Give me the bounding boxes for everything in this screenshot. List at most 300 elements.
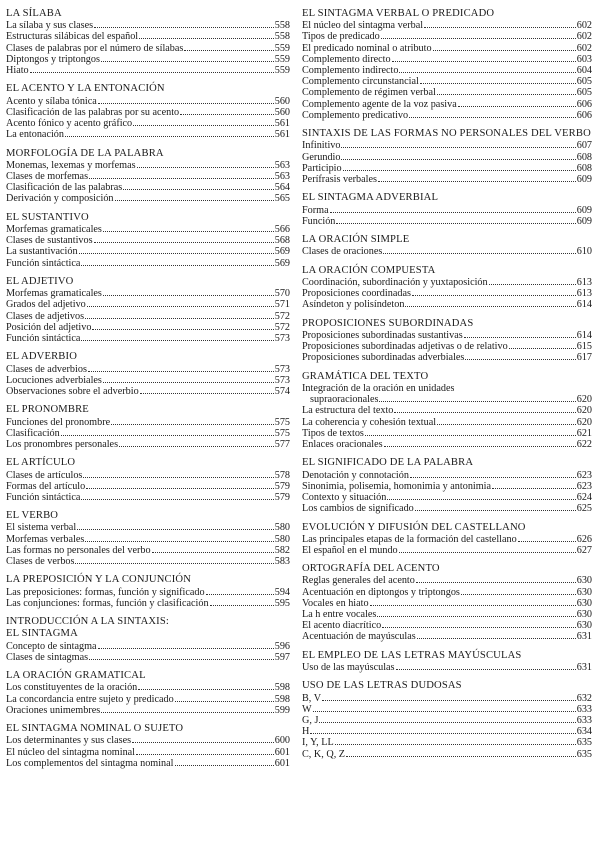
dot-leader: [88, 371, 274, 372]
index-entry[interactable]: [6, 587, 290, 598]
index-entry[interactable]: [6, 54, 290, 65]
entry-page-number: 598: [274, 682, 290, 694]
index-section-el-adverbio: [6, 351, 290, 397]
entry-page-number: 608: [576, 151, 592, 163]
index-entry[interactable]: [302, 405, 592, 416]
dot-leader: [399, 72, 575, 73]
dot-leader: [412, 295, 576, 296]
entry-title: Función sintáctica: [6, 491, 81, 503]
dot-leader: [341, 159, 575, 160]
dot-leader: [94, 242, 274, 243]
index-entry[interactable]: [302, 174, 592, 185]
entry-page-number: 580: [274, 522, 290, 534]
entry-title: Tipos de textos: [302, 427, 364, 439]
entry-page-number: 606: [576, 98, 592, 110]
index-entry[interactable]: [302, 587, 592, 598]
index-entry[interactable]: [302, 299, 592, 310]
entry-page-number: 602: [576, 42, 592, 54]
entry-title: Forma: [302, 204, 329, 216]
index-entry[interactable]: [302, 383, 592, 394]
entry-page-number: 633: [576, 703, 592, 715]
index-section-la-silaba: [6, 8, 290, 76]
entry-page-number: 560: [274, 95, 290, 107]
index-entry[interactable]: [6, 470, 290, 481]
entry-page-number: 594: [274, 586, 290, 598]
index-entry[interactable]: [302, 470, 592, 481]
index-entry[interactable]: [6, 299, 290, 310]
entry-page-number: 623: [576, 469, 592, 481]
entry-page-number: 574: [274, 385, 290, 397]
index-entry[interactable]: [302, 481, 592, 492]
entry-title: Morfemas gramaticales: [6, 223, 102, 235]
index-entry[interactable]: [302, 110, 592, 121]
entry-title: Función: [302, 215, 336, 227]
dot-leader: [137, 167, 274, 168]
index-entry[interactable]: [302, 87, 592, 98]
index-entry[interactable]: [302, 288, 592, 299]
index-entry[interactable]: [6, 118, 290, 129]
index-entry[interactable]: [302, 428, 592, 439]
entry-title: Uso de las mayúsculas: [302, 662, 395, 674]
index-entry[interactable]: [302, 417, 592, 428]
dot-leader: [86, 488, 274, 489]
entry-title: Contexto y situación: [302, 491, 387, 503]
entry-page-number: 626: [576, 533, 592, 545]
entry-title: Vocales en hiato: [302, 597, 369, 609]
index-entry[interactable]: [302, 704, 592, 715]
entry-title: Grados del adjetivo: [6, 299, 86, 311]
dot-leader: [509, 348, 576, 349]
entry-page-number: 601: [274, 757, 290, 769]
entry-title: Infinitivo: [302, 140, 341, 152]
index-entry[interactable]: [6, 311, 290, 322]
index-entry[interactable]: [302, 152, 592, 163]
section-heading: LA ORACIÓN GRAMATICAL: [6, 670, 146, 682]
index-entry[interactable]: [302, 726, 592, 737]
entry-page-number: 615: [576, 341, 592, 353]
dot-leader: [465, 359, 575, 360]
index-entry[interactable]: [6, 598, 290, 609]
entry-title: Función sintáctica: [6, 257, 81, 269]
dot-leader: [175, 765, 274, 766]
dot-leader: [89, 659, 274, 660]
dot-leader: [210, 605, 274, 606]
dot-leader: [387, 499, 575, 500]
entry-page-number: 563: [274, 159, 290, 171]
entry-page-number: 579: [274, 491, 290, 503]
index-section-el-articulo: [6, 457, 290, 503]
section-heading: EL EMPLEO DE LAS LETRAS MAYÚSCULAS: [302, 649, 522, 661]
index-entry[interactable]: [6, 43, 290, 54]
dot-leader: [433, 50, 576, 51]
index-entry[interactable]: [302, 662, 592, 673]
index-entry[interactable]: [302, 205, 592, 216]
index-section-gramatica-del-texto: [302, 371, 592, 450]
dot-leader: [341, 147, 575, 148]
dot-leader: [343, 170, 576, 171]
entry-page-number: 565: [274, 193, 290, 205]
entry-title: El núcleo del sintagma verbal: [302, 20, 424, 32]
dot-leader: [330, 212, 576, 213]
dot-leader: [77, 529, 274, 530]
index-entry[interactable]: [302, 545, 592, 556]
dot-leader: [313, 711, 576, 712]
entry-title: C, K, Q, Z: [302, 748, 346, 760]
index-entry[interactable]: [6, 652, 290, 663]
entry-page-number: 572: [274, 310, 290, 322]
entry-title: Observaciones sobre el adverbio: [6, 385, 139, 397]
index-entry[interactable]: [6, 428, 290, 439]
index-entry[interactable]: [6, 439, 290, 450]
entry-title: Oraciones unimembres: [6, 704, 101, 716]
entry-page-number: 630: [576, 597, 592, 609]
index-entry[interactable]: [302, 163, 592, 174]
entry-page-number: 572: [274, 321, 290, 333]
index-entry[interactable]: [302, 737, 592, 748]
entry-title: supraoracionales: [310, 394, 379, 406]
index-entry[interactable]: [302, 20, 592, 31]
entry-page-number: 582: [274, 544, 290, 556]
entry-title: Clases de palabras por el número de sílabas: [6, 42, 184, 54]
index-entry[interactable]: [302, 246, 592, 257]
dot-leader: [377, 616, 575, 617]
index-section-el-sintagma-adverbial: [302, 192, 592, 227]
entry-title: Los cambios de significado: [302, 503, 414, 515]
index-entry[interactable]: [6, 735, 290, 746]
section-heading: MORFOLOGÍA DE LA PALABRA: [6, 147, 164, 159]
dot-leader: [409, 117, 576, 118]
entry-title: Complemento circunstancial: [302, 76, 419, 88]
dot-leader: [61, 435, 274, 436]
section-heading: EL VERBO: [6, 510, 59, 522]
dot-leader: [83, 477, 273, 478]
entry-page-number: 617: [576, 352, 592, 364]
index-entry[interactable]: [6, 333, 290, 344]
entry-title: Participio: [302, 162, 342, 174]
index-section-el-acento-y-la-entonacion: [6, 83, 290, 140]
section-heading: LA ORACIÓN COMPUESTA: [302, 264, 436, 276]
entry-title: Clases de adjetivos: [6, 310, 85, 322]
index-entry[interactable]: [6, 758, 290, 769]
index-entry[interactable]: [6, 534, 290, 545]
entry-title: Formas del artículo: [6, 480, 86, 492]
entry-page-number: 631: [576, 631, 592, 643]
dot-leader: [437, 424, 576, 425]
index-entry[interactable]: [6, 160, 290, 171]
index-entry[interactable]: [6, 481, 290, 492]
entry-page-number: 600: [274, 735, 290, 747]
entry-title: H: [302, 726, 310, 738]
entry-title: Hiato: [6, 65, 29, 76]
index-entry[interactable]: [302, 620, 592, 631]
entry-title: B, V: [302, 692, 322, 704]
entry-page-number: 622: [576, 438, 592, 450]
index-entry[interactable]: [6, 492, 290, 503]
index-section-introduccion-a-la-sintaxis: [6, 616, 290, 663]
entry-title: G, J: [302, 715, 319, 727]
index-entry[interactable]: [302, 609, 592, 620]
entry-page-number: 613: [576, 288, 592, 300]
entry-title: Complemento directo: [302, 53, 391, 65]
section-heading: LA PREPOSICIÓN Y LA CONJUNCIÓN: [6, 574, 192, 586]
entry-title: Clases de verbos: [6, 556, 75, 568]
dot-leader: [310, 733, 575, 734]
entry-page-number: 569: [274, 257, 290, 269]
entry-page-number: 558: [274, 31, 290, 43]
index-entry[interactable]: [302, 65, 592, 76]
index-entry[interactable]: [302, 31, 592, 42]
entry-page-number: 566: [274, 223, 290, 235]
section-heading: EL ACENTO Y LA ENTONACIÓN: [6, 83, 165, 95]
entry-page-number: 635: [576, 737, 592, 749]
dot-leader: [138, 689, 273, 690]
entry-title: Estructuras silábicas del español: [6, 31, 139, 43]
entry-page-number: 624: [576, 491, 592, 503]
entry-title: Acentuación en diptongos y triptongos: [302, 586, 460, 598]
index-entry[interactable]: [302, 575, 592, 586]
section-heading: ORTOGRAFÍA DEL ACENTO: [302, 563, 440, 575]
entry-page-number: 568: [274, 235, 290, 247]
entry-title: I, Y, LL: [302, 737, 334, 749]
dot-leader: [81, 265, 273, 266]
entry-page-number: 559: [274, 42, 290, 54]
entry-page-number: 579: [274, 480, 290, 492]
index-entry[interactable]: [6, 171, 290, 182]
entry-page-number: 573: [274, 374, 290, 386]
dot-leader: [420, 83, 576, 84]
entry-title: Clasificación de las palabras: [6, 182, 123, 194]
entry-page-number: 596: [274, 640, 290, 652]
entry-title: La estructura del texto: [302, 405, 394, 417]
dot-leader: [79, 253, 274, 254]
index-entry[interactable]: [6, 224, 290, 235]
entry-page-number: 561: [274, 117, 290, 129]
entry-title: Diptongos y triptongos: [6, 53, 100, 65]
index-entry[interactable]: [302, 715, 592, 726]
entry-page-number: 595: [274, 597, 290, 609]
entry-page-number: 608: [576, 162, 592, 174]
entry-title: Reglas generales del acento: [302, 575, 415, 587]
index-section-el-significado-de-la-palabra: [302, 457, 592, 514]
index-entry[interactable]: [302, 492, 592, 503]
index-entry[interactable]: [6, 31, 290, 42]
index-entry[interactable]: [302, 693, 592, 704]
entry-title: Acentuación de mayúsculas: [302, 631, 416, 643]
entry-title: Proposiciones subordinadas adjetivas o de relativo: [302, 341, 508, 353]
index-entry[interactable]: [302, 394, 592, 405]
index-entry[interactable]: [302, 76, 592, 87]
section-heading: INTRODUCCIÓN A LA SINTAXIS:: [6, 616, 169, 628]
dot-leader: [381, 38, 576, 39]
entry-page-number: 578: [274, 469, 290, 481]
index-entry[interactable]: [6, 322, 290, 333]
index-section-la-preposicion-y-la-conjuncion: [6, 574, 290, 609]
dot-leader: [379, 401, 575, 402]
index-section-sintaxis-de-las-formas-no-personales-del-verbo: [302, 128, 592, 185]
entry-title: La coherencia y cohesión textual: [302, 416, 437, 428]
entry-page-number: 575: [274, 416, 290, 428]
entry-page-number: 630: [576, 575, 592, 587]
entry-page-number: 620: [576, 394, 592, 406]
index-entry[interactable]: [6, 20, 290, 31]
dot-leader: [461, 594, 576, 595]
index-entry[interactable]: [6, 288, 290, 299]
dot-leader: [518, 541, 576, 542]
entry-title: Acento fónico y acento gráfico: [6, 117, 133, 129]
section-heading: EL SINTAGMA ADVERBIAL: [302, 192, 439, 204]
entry-page-number: 573: [274, 363, 290, 375]
section-heading: LA ORACIÓN SIMPLE: [302, 234, 410, 246]
index-entry[interactable]: [6, 375, 290, 386]
index-entry[interactable]: [6, 545, 290, 556]
dot-leader: [464, 337, 576, 338]
entry-title: Los pronombres personales: [6, 438, 119, 450]
dot-leader: [81, 340, 273, 341]
section-heading: EL ADJETIVO: [6, 275, 74, 287]
dot-leader: [394, 412, 575, 413]
index-entry[interactable]: [302, 330, 592, 341]
entry-title: La entonación: [6, 129, 64, 141]
index-section-el-empleo-de-las-letras-mayusculas: [302, 650, 592, 673]
index-entry[interactable]: [302, 439, 592, 450]
index-section-la-oracion-simple: [302, 234, 592, 257]
section-heading: PROPOSICIONES SUBORDINADAS: [302, 317, 474, 329]
dot-leader: [85, 318, 274, 319]
index-entry[interactable]: [302, 277, 592, 288]
dot-leader: [101, 61, 274, 62]
entry-title: Perífrasis verbales: [302, 174, 377, 185]
entry-page-number: 604: [576, 65, 592, 76]
entry-title: Derivación y composición: [6, 193, 114, 205]
entry-page-number: 559: [274, 53, 290, 65]
index-section-el-sustantivo: [6, 212, 290, 269]
section-heading: GRAMÁTICA DEL TEXTO: [302, 370, 429, 382]
entry-page-number: 609: [576, 174, 592, 185]
entry-page-number: 558: [274, 20, 290, 32]
dot-leader: [139, 38, 274, 39]
dot-leader: [87, 306, 274, 307]
dot-leader: [417, 638, 576, 639]
dot-leader: [132, 742, 274, 743]
section-subheading: EL SINTAGMA: [6, 628, 78, 640]
entry-title: El predicado nominal o atributo: [302, 42, 432, 54]
index-entry[interactable]: [6, 747, 290, 758]
entry-page-number: 634: [576, 726, 592, 738]
index-section-el-pronombre: [6, 404, 290, 450]
dot-leader: [180, 114, 274, 115]
index-entry[interactable]: [302, 534, 592, 545]
index-entry[interactable]: [6, 386, 290, 397]
entry-page-number: 560: [274, 106, 290, 118]
dot-leader: [103, 231, 274, 232]
index-entry[interactable]: [6, 193, 290, 204]
index-entry[interactable]: [302, 631, 592, 642]
dot-leader: [206, 594, 274, 595]
entry-page-number: 602: [576, 31, 592, 43]
dot-leader: [458, 106, 576, 107]
dot-leader: [492, 488, 576, 489]
index-entry[interactable]: [302, 598, 592, 609]
entry-page-number: 577: [274, 438, 290, 450]
entry-title: Las principales etapas de la formación del castellano: [302, 533, 517, 545]
dot-leader: [336, 223, 575, 224]
index-entry[interactable]: [302, 99, 592, 110]
index-entry[interactable]: [6, 364, 290, 375]
index-entry[interactable]: [6, 182, 290, 193]
entry-page-number: 606: [576, 109, 592, 121]
entry-title: La concordancia entre sujeto y predicado: [6, 693, 174, 705]
dot-leader: [319, 722, 575, 723]
entry-page-number: 598: [274, 693, 290, 705]
entry-title: Los complementos del sintagma nominal: [6, 757, 174, 769]
index-entry[interactable]: [6, 694, 290, 705]
section-heading: EL SINTAGMA VERBAL O PREDICADO: [302, 8, 495, 19]
dot-leader: [75, 563, 273, 564]
entry-title: Complemento indirecto: [302, 65, 399, 76]
entry-page-number: 609: [576, 204, 592, 216]
entry-page-number: 564: [274, 182, 290, 194]
entry-page-number: 613: [576, 276, 592, 288]
entry-page-number: 610: [576, 246, 592, 258]
entry-title: Clasificación: [6, 427, 60, 439]
entry-title: Proposiciones subordinadas sustantivas: [302, 329, 463, 341]
index-entry[interactable]: [6, 705, 290, 716]
dot-leader: [416, 582, 576, 583]
entry-page-number: 630: [576, 586, 592, 598]
entry-title: Clases de sintagmas: [6, 651, 89, 663]
dot-leader: [335, 744, 576, 745]
index-section-la-oracion-gramatical: [6, 670, 290, 716]
index-entry[interactable]: [302, 749, 592, 760]
index-entry[interactable]: [302, 341, 592, 352]
entry-page-number: 573: [274, 332, 290, 344]
entry-page-number: 571: [274, 299, 290, 311]
index-entry[interactable]: [302, 216, 592, 227]
dot-leader: [133, 125, 274, 126]
entry-page-number: 614: [576, 329, 592, 341]
dot-leader: [175, 701, 274, 702]
index-entry[interactable]: [302, 503, 592, 514]
index-entry[interactable]: [302, 352, 592, 363]
index-entry[interactable]: [6, 65, 290, 76]
index-entry[interactable]: [6, 417, 290, 428]
dot-leader: [383, 253, 575, 254]
dot-leader: [489, 284, 576, 285]
index-entry[interactable]: [302, 43, 592, 54]
index-entry[interactable]: [6, 96, 290, 107]
index-entry[interactable]: [6, 641, 290, 652]
entry-title: Clasificación de las palabras por su acento: [6, 106, 180, 118]
index-entry[interactable]: [302, 140, 592, 151]
index-entry[interactable]: [6, 522, 290, 533]
index-entry[interactable]: [6, 235, 290, 246]
dot-leader: [437, 94, 576, 95]
entry-page-number: 583: [274, 556, 290, 568]
index-entry[interactable]: [6, 258, 290, 269]
dot-leader: [384, 446, 576, 447]
index-entry[interactable]: [6, 107, 290, 118]
index-entry[interactable]: [302, 54, 592, 65]
entry-title: Enlaces oracionales: [302, 438, 383, 450]
entry-title: Tipos de predicado: [302, 31, 380, 43]
index-entry[interactable]: [6, 556, 290, 567]
index-entry[interactable]: [6, 682, 290, 693]
index-entry[interactable]: [6, 246, 290, 257]
entry-title: El acento diacrítico: [302, 620, 382, 632]
entry-title: Gerundio: [302, 151, 341, 163]
index-entry[interactable]: [6, 129, 290, 140]
dot-leader: [410, 477, 576, 478]
